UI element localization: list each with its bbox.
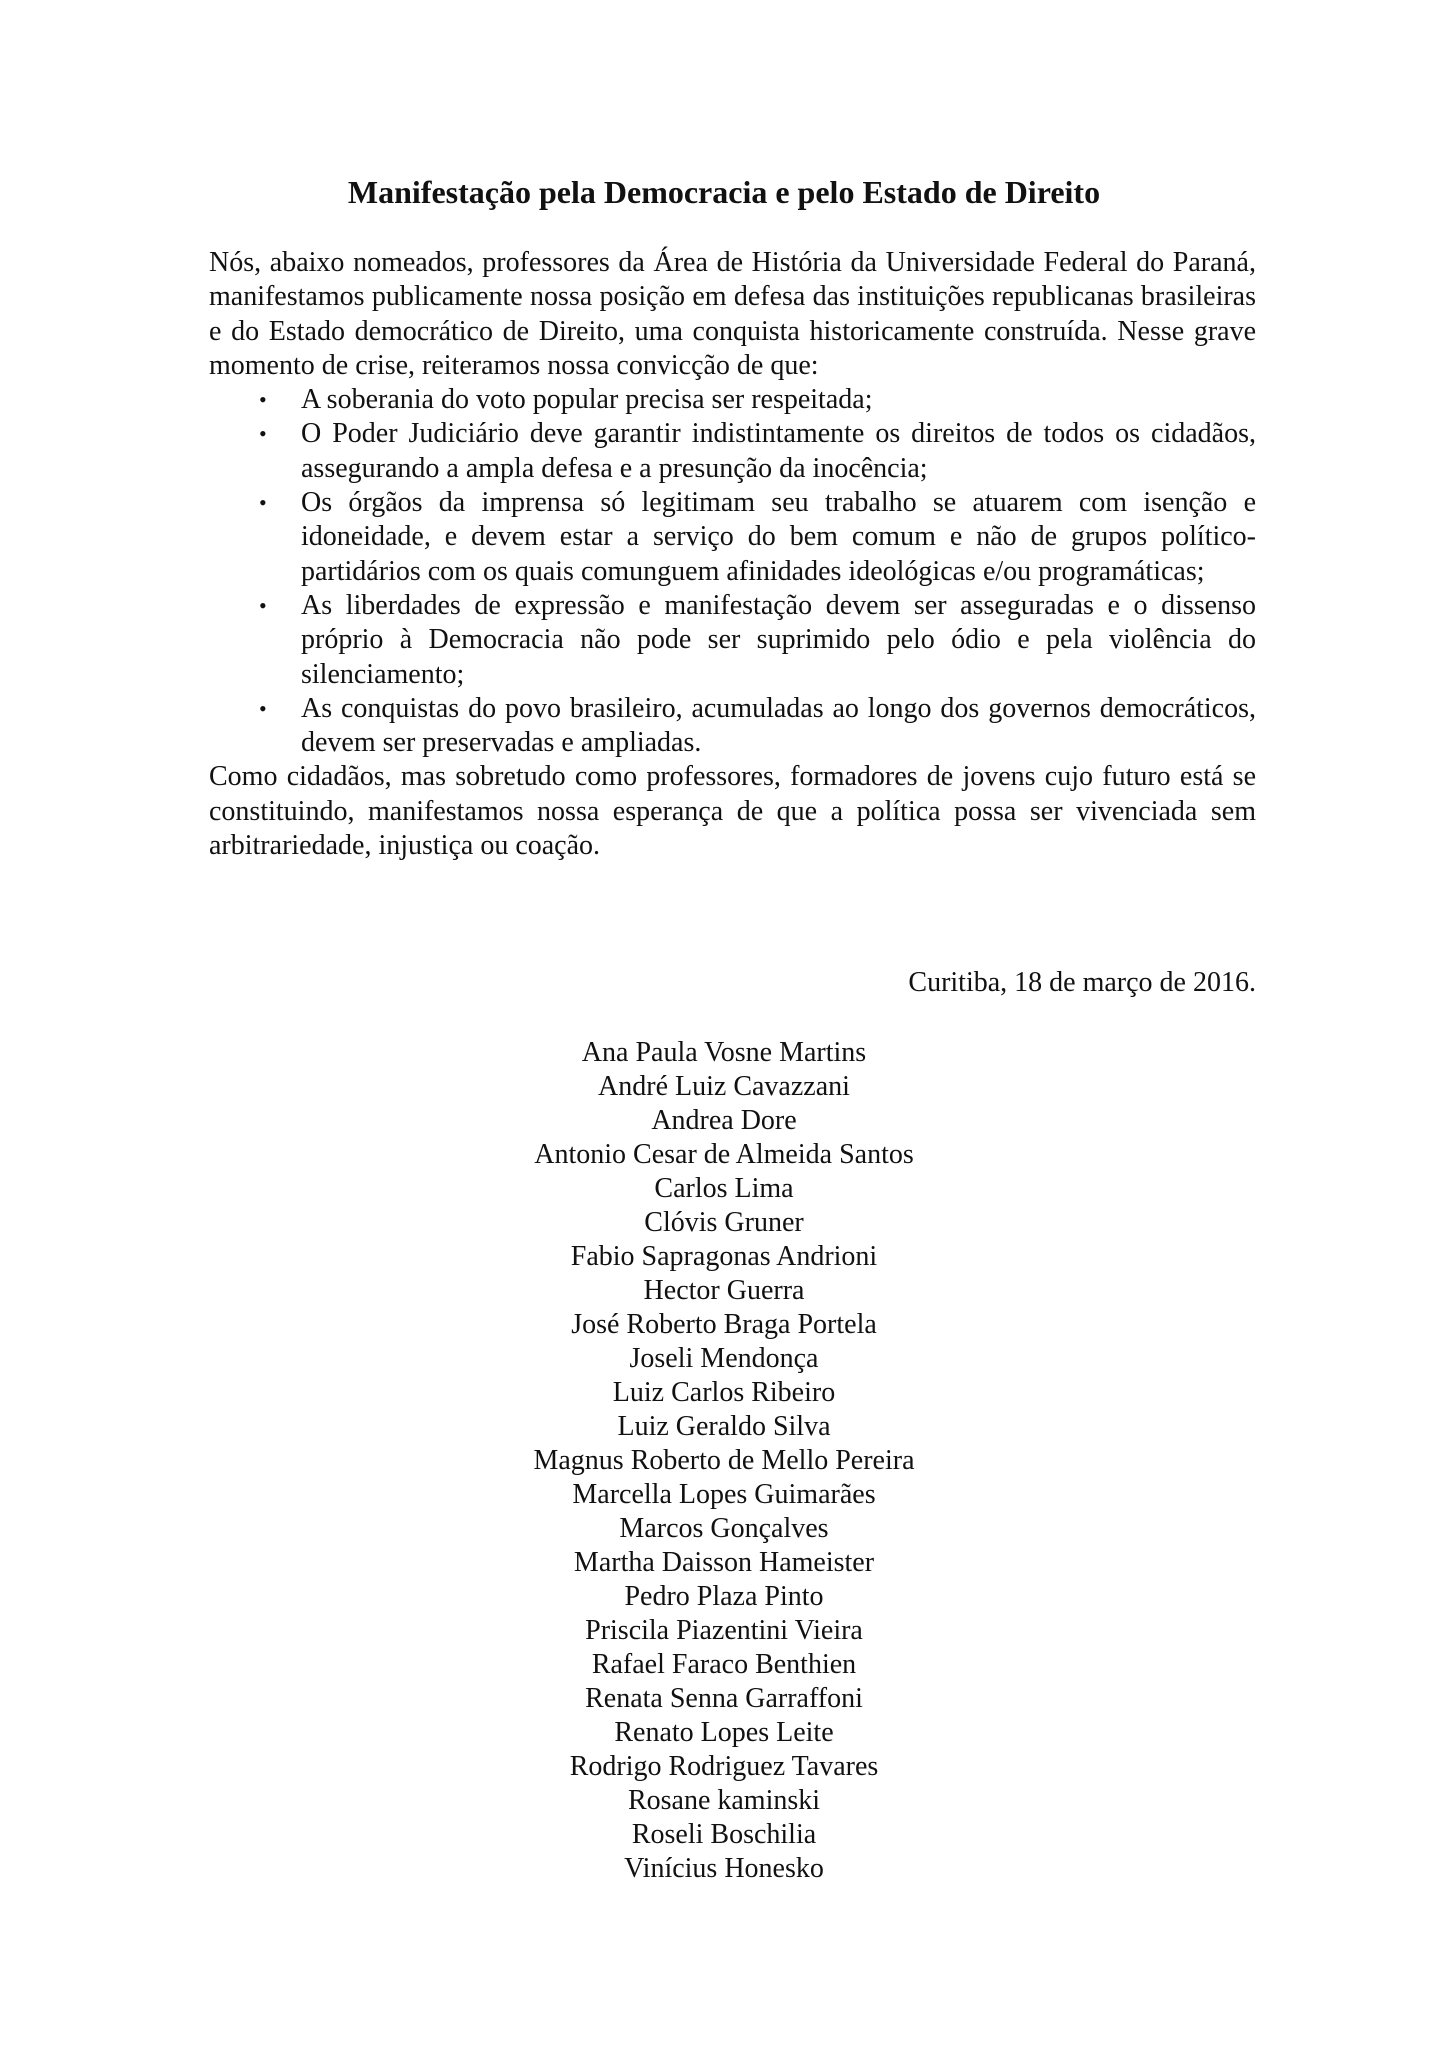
- intro-paragraph: Nós, abaixo nomeados, professores da Área de História da Universidade Federal do Paraná, manifestamos publicamente nossa posição em defesa das instituições republicanas brasileiras e do Estado democrático de Direito, uma conquista historicamente construída. Nesse grave momento de crise, reiteramos nossa convicção de que:: [209, 247, 1256, 381]
- bullet-icon: •: [259, 592, 267, 618]
- signatory-name: Rodrigo Rodriguez Tavares: [569, 1751, 879, 1782]
- signatory-name: Marcella Lopes Guimarães: [572, 1479, 876, 1510]
- list-item: [209, 589, 1256, 692]
- list-item: [209, 692, 1256, 761]
- signatory-name: Martha Daisson Hameister: [573, 1547, 875, 1578]
- signatory-name: André Luiz Cavazzani: [598, 1071, 850, 1102]
- signatory-name: Luiz Geraldo Silva: [617, 1411, 831, 1442]
- signatory-name: Clóvis Gruner: [644, 1207, 804, 1238]
- signatory-name: José Roberto Braga Portela: [571, 1309, 877, 1340]
- document-title: Manifestação pela Democracia e pelo Estado de Direito: [347, 174, 1101, 210]
- signatory-name: Roseli Boschilia: [631, 1819, 817, 1850]
- signatory-name: Rafael Faraco Benthien: [591, 1649, 857, 1680]
- signatory-name: Renata Senna Garraffoni: [585, 1683, 863, 1714]
- list-item: [209, 383, 1256, 417]
- point-text: Os órgãos da imprensa só legitimam seu trabalho se atuarem com isenção e idoneidade, e devem estar a serviço do bem comum e não de grupos político-partidários com os quais comunguem afinidades ideológicas e/ou programáticas;: [301, 487, 1256, 587]
- signatories-list: [0, 1036, 1448, 1886]
- signatory-name: Pedro Plaza Pinto: [624, 1581, 824, 1612]
- signatory-name: Carlos Lima: [654, 1173, 794, 1204]
- signatory-name: Marcos Gonçalves: [619, 1513, 829, 1544]
- signatory-name: Magnus Roberto de Mello Pereira: [533, 1445, 915, 1476]
- point-text: O Poder Judiciário deve garantir indistintamente os direitos de todos os cidadãos, assegurando a ampla defesa e a presunção da inocência;: [301, 418, 1256, 484]
- signatory-name: Antonio Cesar de Almeida Santos: [534, 1139, 914, 1170]
- point-text: As liberdades de expressão e manifestação devem ser asseguradas e o dissenso próprio à Democracia não pode ser suprimido pelo ódio e pela violência do silenciamento;: [301, 589, 1256, 690]
- point-text: A soberania do voto popular precisa ser respeitada;: [301, 384, 873, 416]
- signatory-name: Fabio Sapragonas Andrioni: [570, 1241, 878, 1272]
- bullet-icon: •: [259, 490, 267, 516]
- signatory-name: Vinícius Honesko: [624, 1853, 824, 1884]
- list-item: [209, 417, 1256, 486]
- bullet-icon: •: [259, 421, 267, 447]
- manifesto-body: [209, 246, 1256, 863]
- list-item: [209, 486, 1256, 589]
- points-list: [209, 383, 1256, 760]
- signatory-name: Hector Guerra: [643, 1275, 805, 1306]
- signatory-name: Andrea Dore: [651, 1105, 797, 1136]
- signatory-name: Luiz Carlos Ribeiro: [612, 1377, 836, 1408]
- bullet-icon: •: [259, 387, 267, 413]
- bullet-icon: •: [259, 695, 267, 721]
- place-date: Curitiba, 18 de março de 2016.: [908, 967, 1256, 998]
- signatory-name: Rosane kaminski: [627, 1785, 821, 1816]
- closing-paragraph: Como cidadãos, mas sobretudo como professores, formadores de jovens cujo futuro está se constituindo, manifestamos nossa esperança de que a política possa ser vivenciada sem arbitrariedade, injustiça ou coação.: [209, 761, 1256, 862]
- signatory-name: Ana Paula Vosne Martins: [581, 1037, 867, 1068]
- signatory-name: Joseli Mendonça: [629, 1343, 819, 1374]
- point-text: As conquistas do povo brasileiro, acumuladas ao longo dos governos democráticos, devem ser preservadas e ampliadas.: [301, 692, 1256, 759]
- signatory-name: Renato Lopes Leite: [614, 1717, 834, 1748]
- signatory-name: Priscila Piazentini Vieira: [585, 1615, 863, 1646]
